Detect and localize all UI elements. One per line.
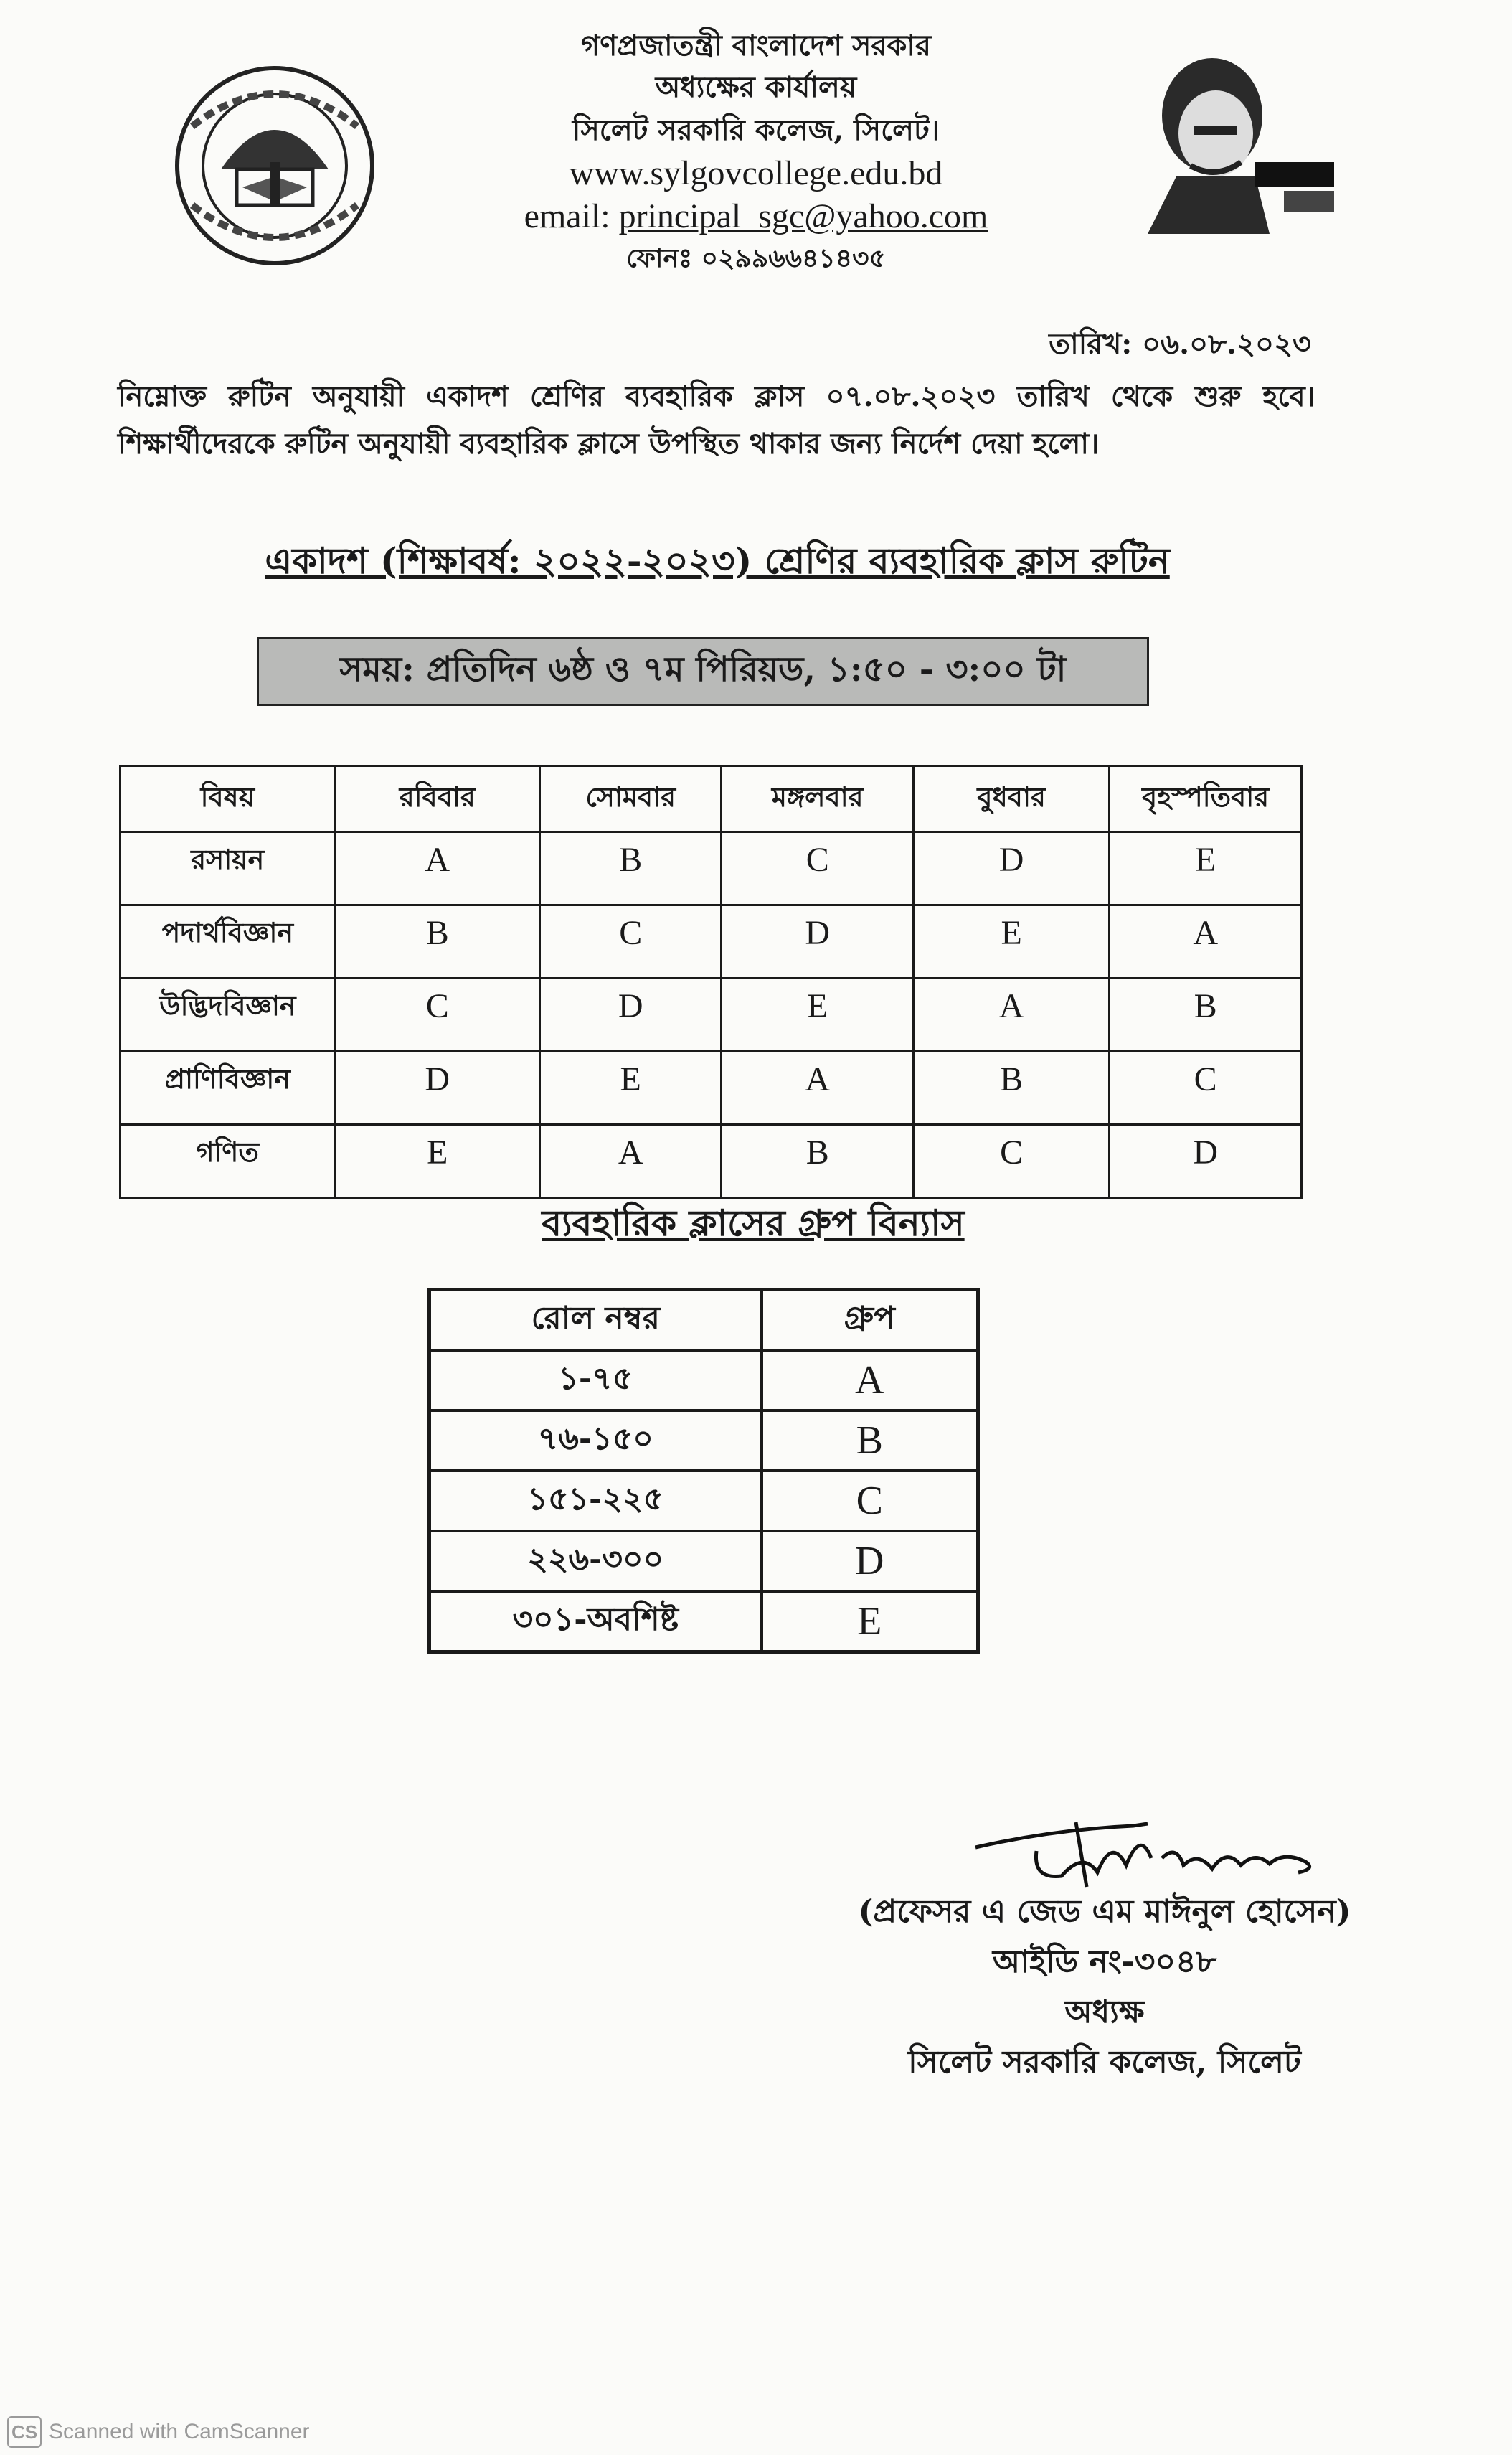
group-title: ব্যবহারিক ক্লাসের গ্রুপ বিন্যাস: [542, 1202, 965, 1244]
header-sunday: রবিবার: [335, 766, 539, 832]
routine-header-row: [121, 766, 1302, 832]
group-cell: A: [913, 979, 1109, 1052]
group-cell: E: [722, 979, 913, 1052]
table-row: [430, 1591, 978, 1652]
table-row: [430, 1471, 978, 1531]
group-cell: B: [913, 1052, 1109, 1125]
phone-number: ফোনঃ ০২৯৯৬৬৪১৪৩৫: [626, 243, 886, 273]
table-row: [430, 1531, 978, 1591]
header-thursday: বৃহস্পতিবার: [1110, 766, 1302, 832]
table-row: [121, 832, 1302, 905]
group-cell: D: [1110, 1125, 1302, 1198]
group-cell: C: [722, 832, 913, 905]
table-row: [121, 1052, 1302, 1125]
camscanner-watermark: [7, 2416, 310, 2448]
header-roll: রোল নম্বর: [430, 1290, 762, 1351]
notice-text: নিম্নোক্ত রুটিন অনুযায়ী একাদশ শ্রেণির ব্যবহারিক ক্লাস ০৭.০৮.২০২৩ তারিখ থেকে শুরু হবে। শিক্ষার্থীদেরকে রুটিন অনুযায়ী ব্যবহারিক ক্লাসে উপস্থিত থাকার জন্য নির্দেশ দেয়া হলো।: [118, 380, 1315, 461]
subject-cell: রসায়ন: [121, 832, 336, 905]
subject-cell: উদ্ভিদবিজ্ঞান: [121, 979, 336, 1052]
letterhead: [326, 26, 1186, 278]
camscanner-text: Scanned with CamScanner: [49, 2420, 310, 2444]
group-cell: B: [722, 1125, 913, 1198]
subject-cell: পদার্থবিজ্ঞান: [121, 905, 336, 979]
time-banner: সময়: প্রতিদিন ৬ষ্ঠ ও ৭ম পিরিয়ড, ১:৫০ - ৩:০০ টা: [257, 637, 1149, 706]
group-cell: B: [1110, 979, 1302, 1052]
group-cell: E: [913, 905, 1109, 979]
group-letter: B: [762, 1410, 978, 1471]
header-monday: সোমবার: [539, 766, 722, 832]
group-cell: C: [1110, 1052, 1302, 1125]
email-link[interactable]: principal_sgc@yahoo.com: [618, 197, 988, 235]
roll-range: ৭৬-১৫০: [430, 1410, 762, 1471]
office-name: অধ্যক্ষের কার্যালয়: [655, 70, 857, 104]
signature-block: [846, 1887, 1363, 2088]
group-table: [427, 1288, 980, 1654]
group-cell: E: [539, 1052, 722, 1125]
group-cell: C: [335, 979, 539, 1052]
group-cell: A: [1110, 905, 1302, 979]
group-cell: E: [1110, 832, 1302, 905]
group-letter: A: [762, 1350, 978, 1410]
table-row: [430, 1410, 978, 1471]
group-letter: C: [762, 1471, 978, 1531]
table-row: [430, 1350, 978, 1410]
subject-cell: গণিত: [121, 1125, 336, 1198]
header-wednesday: বুধবার: [913, 766, 1109, 832]
college-name: সিলেট সরকারি কলেজ, সিলেট।: [572, 113, 940, 147]
group-cell: D: [335, 1052, 539, 1125]
signatory-designation: অধ্যক্ষ: [1064, 1994, 1145, 2030]
group-cell: E: [335, 1125, 539, 1198]
website-link[interactable]: www.sylgovcollege.edu.bd: [569, 154, 943, 192]
group-cell: B: [539, 832, 722, 905]
header-tuesday: মঙ্গলবার: [722, 766, 913, 832]
email-line: [326, 195, 1186, 238]
signatory-id: আইডি নং-৩০৪৮: [992, 1943, 1217, 1980]
subject-cell: প্রাণিবিজ্ঞান: [121, 1052, 336, 1125]
routine-table: [119, 765, 1303, 1199]
table-row: [121, 1125, 1302, 1198]
header-subject: বিষয়: [121, 766, 336, 832]
group-cell: C: [913, 1125, 1109, 1198]
routine-title: একাদশ (শিক্ষাবর্ষ: ২০২২-২০২৩) শ্রেণির ব্যবহারিক ক্লাস রুটিন: [265, 539, 1170, 582]
group-cell: A: [722, 1052, 913, 1125]
group-header-row: [430, 1290, 978, 1351]
group-cell: A: [539, 1125, 722, 1198]
table-row: [121, 905, 1302, 979]
group-letter: E: [762, 1591, 978, 1652]
group-cell: D: [539, 979, 722, 1052]
table-row: [121, 979, 1302, 1052]
group-cell: D: [722, 905, 913, 979]
roll-range: ১-৭৫: [430, 1350, 762, 1410]
signatory-name: (প্রফেসর এ জেড এম মাঈনুল হোসেন): [858, 1893, 1351, 1930]
signatory-institution: সিলেট সরকারি কলেজ, সিলেট: [908, 2044, 1301, 2081]
roll-range: ৩০১-অবশিষ্ট: [430, 1591, 762, 1652]
header-group: গ্রুপ: [762, 1290, 978, 1351]
roll-range: ২২৬-৩০০: [430, 1531, 762, 1591]
camscanner-logo-icon: CS: [7, 2416, 42, 2448]
notice-date: তারিখ: ০৬.০৮.২০২৩: [1049, 327, 1311, 361]
group-cell: D: [913, 832, 1109, 905]
group-letter: D: [762, 1531, 978, 1591]
email-label: email:: [524, 197, 619, 235]
roll-range: ১৫১-২২৫: [430, 1471, 762, 1531]
group-cell: B: [335, 905, 539, 979]
group-cell: A: [335, 832, 539, 905]
group-cell: C: [539, 905, 722, 979]
govt-name: গণপ্রজাতন্ত্রী বাংলাদেশ সরকার: [581, 29, 931, 62]
